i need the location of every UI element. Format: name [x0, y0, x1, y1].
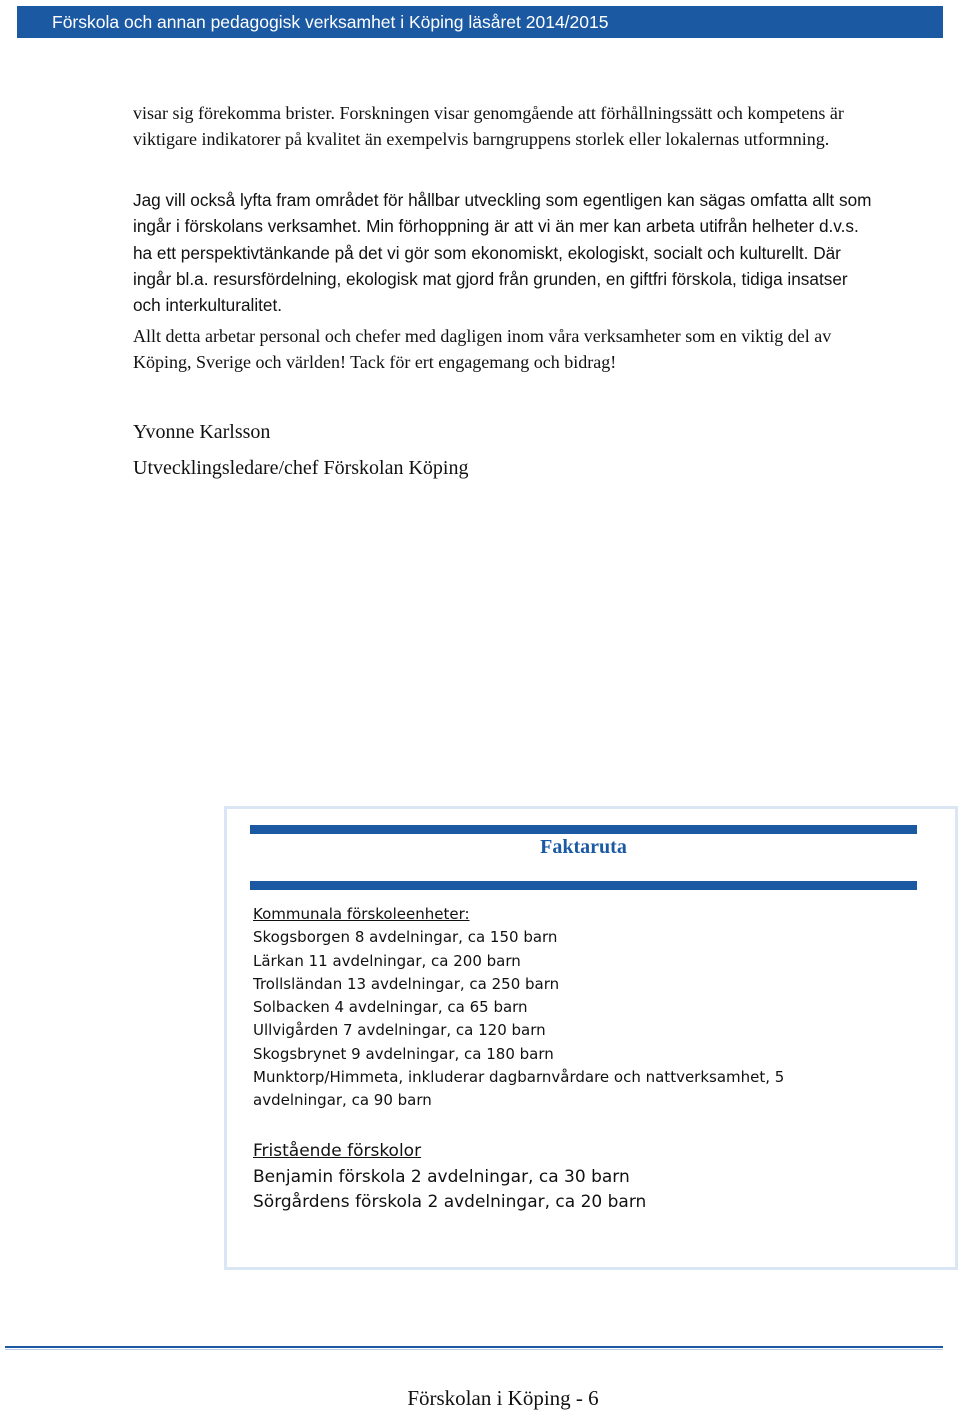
body-paragraph-3: Allt detta arbetar personal och chefer med dagligen inom våra verksamheter som en viktig del av Köping, Sverige och världen! Tack för ert engagemang och bidrag! [133, 326, 832, 372]
fact-box-top-rule [250, 825, 917, 834]
list-item: Sörgårdens förskola 2 avdelningar, ca 20 barn [253, 1192, 647, 1212]
fact-box-title: Faktaruta [540, 836, 627, 858]
footer-divider [5, 1346, 943, 1348]
header-title: Förskola och annan pedagogisk verksamhet i Köping läsåret 2014/2015 [52, 12, 609, 32]
list-item: Trollsländan 13 avdelningar, ca 250 barn [253, 974, 560, 993]
list-item: Ullvigården 7 avdelningar, ca 120 barn [253, 1021, 546, 1040]
page-footer [0, 1386, 960, 1411]
document-header [17, 6, 943, 38]
kommunala-heading: Kommunala förskoleenheter: [253, 905, 470, 923]
footer-divider-light [5, 1349, 943, 1350]
signature-role: Utvecklingsledare/chef Förskolan Köping [133, 457, 469, 479]
list-item: Skogsborgen 8 avdelningar, ca 150 barn [253, 928, 558, 947]
list-item: Skogsbrynet 9 avdelningar, ca 180 barn [253, 1044, 554, 1063]
body-paragraph-1: visar sig förekomma brister. Forskningen visar genomgående att förhållningssätt och kompetens är viktigare indikatorer på kvalitet än exempelvis barngruppens storlek eller lokalernas utformning. [133, 103, 844, 149]
list-item: Solbacken 4 avdelningar, ca 65 barn [253, 998, 528, 1017]
kommunala-list [253, 903, 873, 1113]
fristaende-heading: Fristående förskolor [253, 1141, 422, 1161]
body-paragraph-2: Jag vill också lyfta fram området för hållbar utveckling som egentligen kan sägas omfatta allt som ingår i förskolans verksamhet. Min förhoppning är att vi än mer kan arbeta utifrån helheter d.v.s. ha ett perspektivtänkande på det vi gör som ekonomiskt, ekologiskt, socialt och kulturellt. Där ingår bl.a. resursfördelning, ekologisk mat gjord från grunden, en giftfri förskola, tidiga insatser och interkulturalitet. [133, 190, 872, 316]
fristaende-list [253, 1139, 873, 1216]
list-item: Lärkan 11 avdelningar, ca 200 barn [253, 951, 521, 970]
list-item: Benjamin förskola 2 avdelningar, ca 30 barn [253, 1166, 630, 1187]
signature-name: Yvonne Karlsson [133, 421, 271, 443]
page-number: Förskolan i Köping - 6 [407, 1386, 599, 1410]
list-item: Munktorp/Himmeta, inkluderar dagbarnvårdare och nattverksamhet, 5 avdelningar, ca 90 barn [253, 1068, 785, 1110]
fact-box-bottom-rule [250, 881, 917, 890]
